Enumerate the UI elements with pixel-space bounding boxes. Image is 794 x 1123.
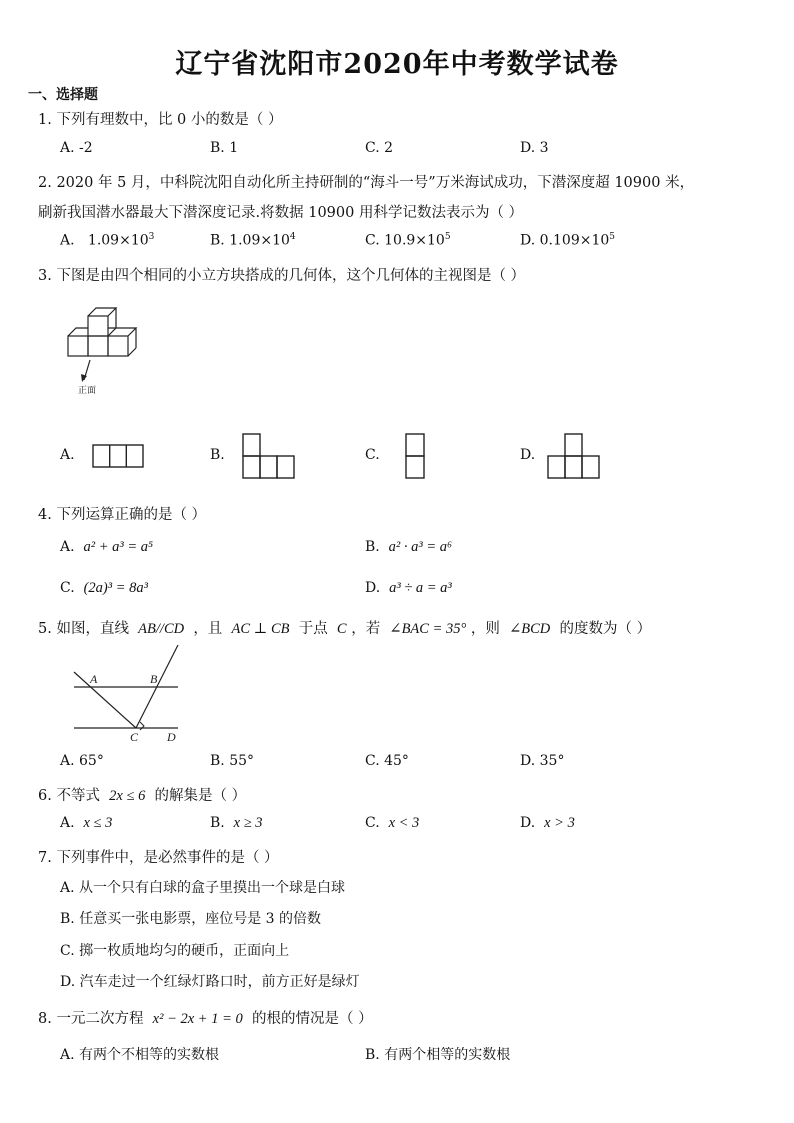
q3-option-b-figure bbox=[242, 433, 296, 479]
question-4-stem: 4. 下列运算正确的是（ ） bbox=[38, 507, 207, 523]
q2-option-b: B. $1.09\times 10^4$ bbox=[210, 232, 296, 249]
line-ac bbox=[74, 672, 136, 728]
q6-option-c: C. x < 3 bbox=[365, 815, 420, 831]
q4-option-a: A. a² + a³ = a⁵ bbox=[60, 539, 154, 555]
q6-option-d: D. x > 3 bbox=[520, 815, 575, 831]
point-b-label: B bbox=[150, 672, 158, 686]
question-1-stem: 1. 下列有理数中，比 0 小的数是（ ） bbox=[38, 112, 283, 128]
q3-option-b-label: B. bbox=[210, 447, 225, 463]
q2-option-a: A. $1.09\times 10^3$ bbox=[60, 232, 155, 249]
question-5-stem: 5. 如图，直线 AB//CD ，且 AC ⊥ CB 于点 C ，若 ∠BAC = 35° ，则 ∠BCD 的度数为（ ） bbox=[38, 621, 652, 637]
q8-option-a: A. 有两个不相等的实数根 bbox=[60, 1047, 220, 1063]
q6-option-b: B. x ≥ 3 bbox=[210, 815, 263, 831]
q8-option-b: B. 有两个相等的实数根 bbox=[365, 1047, 511, 1063]
q4-option-c: C. (2a)³ = 8a³ bbox=[60, 580, 148, 596]
question-3-stem: 3. 下图是由四个相同的小立方块搭成的几何体，这个几何体的主视图是（ ） bbox=[38, 268, 526, 284]
q4-option-d: D. a³ ÷ a = a³ bbox=[365, 580, 452, 596]
question-2-stem-line1: 2. 2020 年 5 月，中科院沈阳自动化所主持研制的“海斗一号”万米海试成功，下潜深度超 10900 米， bbox=[38, 175, 695, 191]
point-c-label: C bbox=[130, 730, 139, 744]
q6-option-a: A. x ≤ 3 bbox=[60, 815, 113, 831]
q1-option-d: D. 3 bbox=[520, 140, 549, 156]
q7-option-d: D. 汽车走过一个红绿灯路口时，前方正好是绿灯 bbox=[60, 974, 360, 990]
page-title: 辽宁省沈阳市2020年中考数学试卷 bbox=[175, 49, 619, 80]
q5-option-b: B. 55° bbox=[210, 753, 255, 769]
point-d-label: D bbox=[167, 730, 176, 744]
q1-option-c: C. 2 bbox=[365, 140, 394, 156]
q7-option-b: B. 任意买一张电影票，座位号是 3 的倍数 bbox=[60, 911, 321, 927]
q7-option-a: A. 从一个只有白球的盒子里摸出一个球是白球 bbox=[60, 880, 346, 896]
section-heading: 一、选择题 bbox=[28, 87, 98, 103]
q1-option-a: A. -2 bbox=[60, 140, 93, 156]
parallel-lines-figure bbox=[60, 640, 190, 745]
question-7-stem: 7. 下列事件中，是必然事件的是（ ） bbox=[38, 850, 279, 866]
front-label: 正面 bbox=[78, 386, 97, 396]
question-2-stem-line2: 刷新我国潜水器最大下潜深度记录.将数据 10900 用科学记数法表示为（ ） bbox=[38, 205, 524, 221]
q3-option-a-figure bbox=[92, 444, 144, 468]
q2-option-c: C. $10.9\times 10^5$ bbox=[365, 232, 451, 249]
q5-option-d: D. 35° bbox=[520, 753, 565, 769]
question-8-stem: 8. 一元二次方程 x² − 2x + 1 = 0 的根的情况是（ ） bbox=[38, 1011, 373, 1027]
q3-option-a-label: A. bbox=[60, 447, 75, 463]
q1-option-b: B. 1 bbox=[210, 140, 239, 156]
q7-option-c: C. 掷一枚质地均匀的硬币，正面向上 bbox=[60, 943, 290, 959]
q4-option-b: B. a² · a³ = a⁶ bbox=[365, 539, 453, 555]
q2-option-d: D. $0.109\times 10^5$ bbox=[520, 232, 615, 249]
q3-option-d-figure bbox=[547, 433, 601, 479]
q3-option-c-figure bbox=[405, 433, 427, 479]
q3-option-c-label: C. bbox=[365, 447, 380, 463]
q5-option-c: C. 45° bbox=[365, 753, 409, 769]
q3-option-d-label: D. bbox=[520, 447, 536, 463]
point-a-label: A bbox=[90, 672, 98, 686]
q5-option-a: A. 65° bbox=[60, 753, 104, 769]
question-6-stem: 6. 不等式 2x ≤ 6 的解集是（ ） bbox=[38, 788, 247, 804]
cube-solid-figure bbox=[60, 300, 140, 400]
